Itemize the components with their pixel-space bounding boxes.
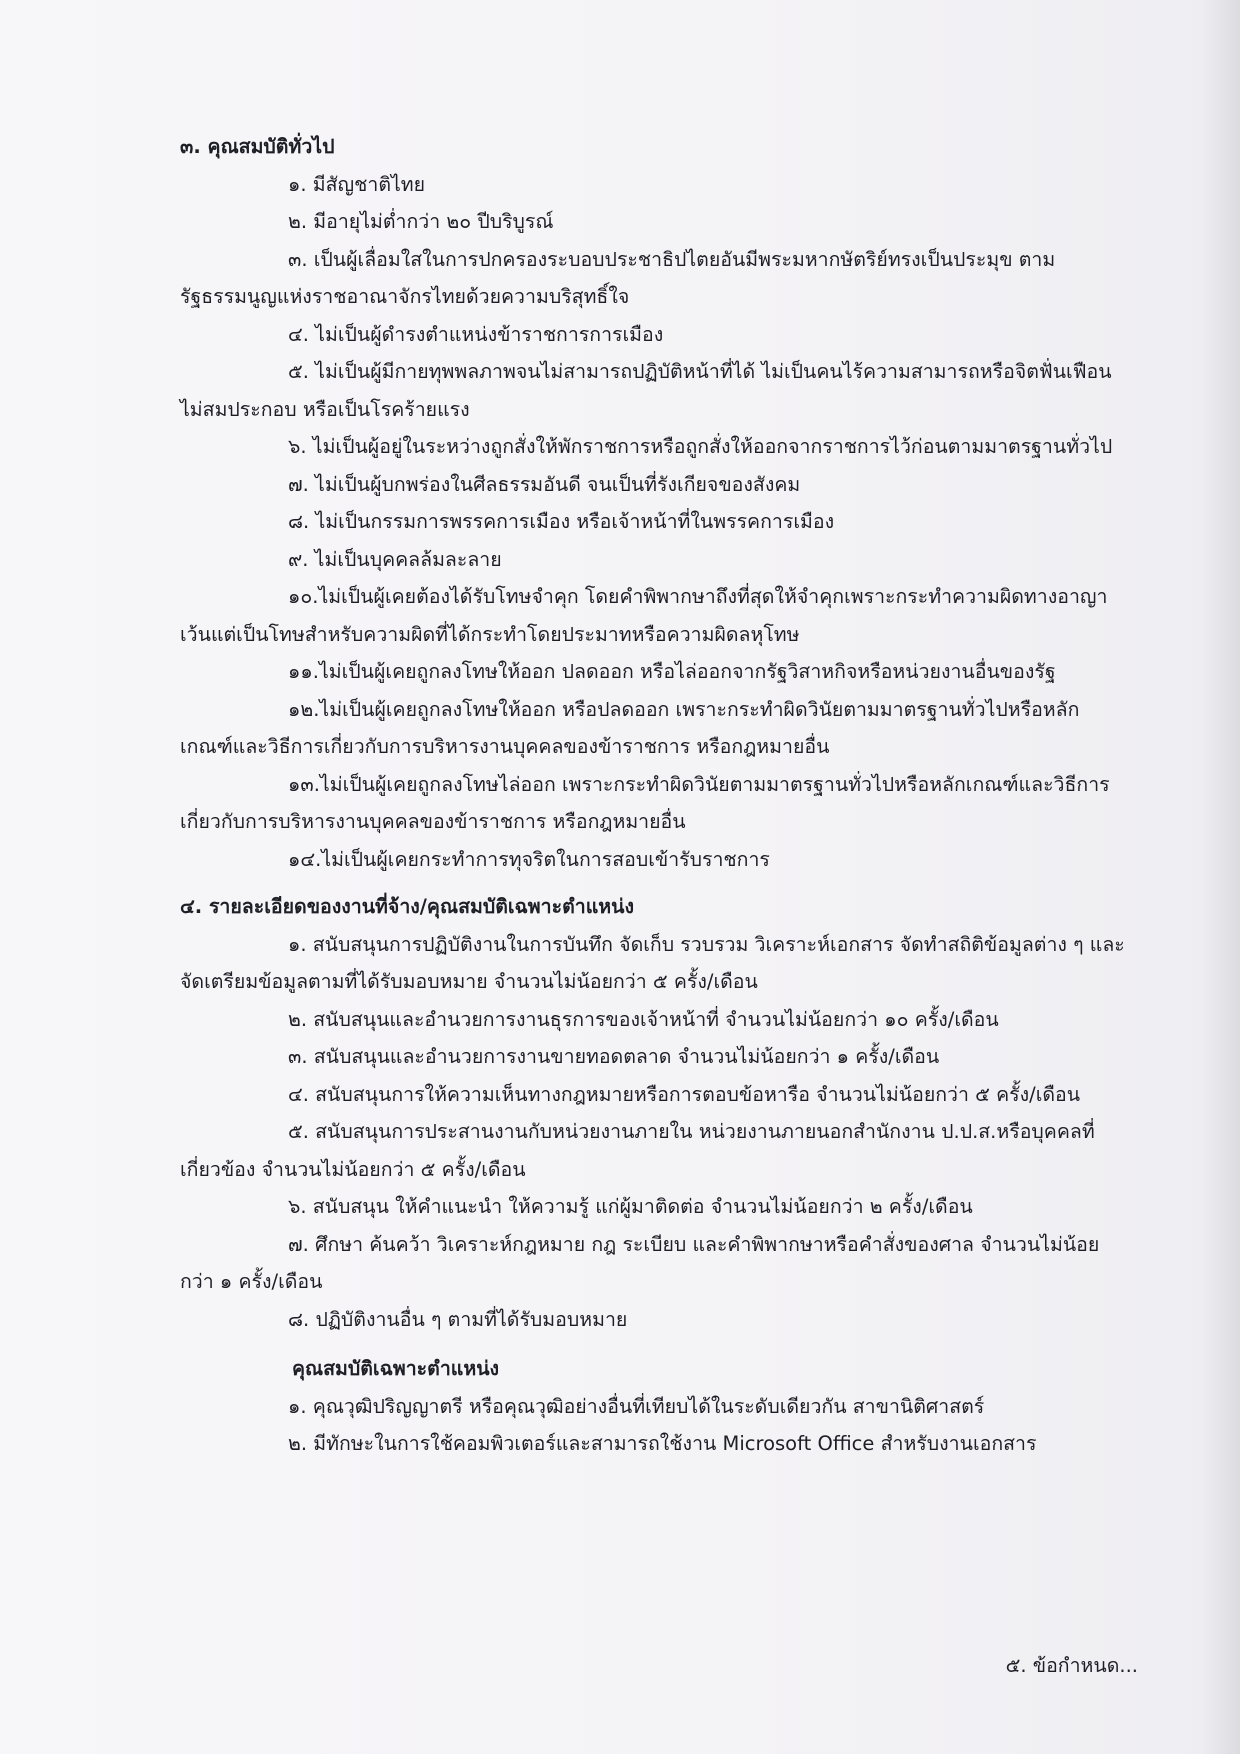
s3-item-14: ๑๔.ไม่เป็นผู้เคยกระทำการทุจริตในการสอบเข้ารับราชการ — [288, 847, 770, 871]
section-3-heading: ๓. คุณสมบัติทั่วไป — [180, 135, 335, 158]
s3-item-5: ๕. ไม่เป็นผู้มีกายทุพพลภาพจนไม่สามารถปฏิบัติหน้าที่ได้ ไม่เป็นคนไร้ความสามารถหรือจิตฟั่นเฟือน ไม่สมประกอบ หรือเป็นโรคร้ายแรง — [180, 360, 1112, 421]
scan-edge-shadow — [1200, 0, 1240, 1754]
section-4-heading: ๔. รายละเอียดของงานที่จ้าง/คุณสมบัติเฉพาะตำแหน่ง — [180, 895, 634, 918]
s3-item-7: ๗. ไม่เป็นผู้บกพร่องในศีลธรรมอันดี จนเป็นที่รังเกียจของสังคม — [288, 472, 801, 496]
s4-item-2: ๒. สนับสนุนและอำนวยการงานธุรการของเจ้าหน้าที่ จำนวนไม่น้อยกว่า ๑๐ ครั้ง/เดือน — [288, 1007, 999, 1031]
s4-item-1: ๑. สนับสนุนการปฏิบัติงานในการบันทึก จัดเก็บ รวบรวม วิเคราะห์เอกสาร จัดทำสถิติข้อมูลต่าง ๆ และจัดเตรียมข้อมูลตามที่ได้รับมอบหมาย จำนวนไม่น้อยกว่า ๕ ครั้ง/เดือน — [180, 932, 1125, 993]
s3-item-8: ๘. ไม่เป็นกรรมการพรรคการเมือง หรือเจ้าหน้าที่ในพรรคการเมือง — [288, 510, 835, 533]
s4-item-8: ๘. ปฏิบัติงานอื่น ๆ ตามที่ได้รับมอบหมาย — [288, 1307, 628, 1331]
document-body — [180, 128, 1132, 1463]
s3-item-13: ๑๓.ไม่เป็นผู้เคยถูกลงโทษไล่ออก เพราะกระทำผิดวินัยตามมาตรฐานทั่วไปหรือหลักเกณฑ์และวิธีการเกี่ยวกับการบริหารงานบุคคลของข้าราชการ หรือกฎหมายอื่น — [180, 772, 1110, 833]
s4-item-4: ๔. สนับสนุนการให้ความเห็นทางกฎหมายหรือการตอบข้อหารือ จำนวนไม่น้อยกว่า ๕ ครั้ง/เดือน — [288, 1082, 1081, 1106]
s3-item-1: ๑. มีสัญชาติไทย — [288, 172, 426, 196]
s4-item-3: ๓. สนับสนุนและอำนวยการงานขายทอดตลาด จำนวนไม่น้อยกว่า ๑ ครั้ง/เดือน — [288, 1045, 940, 1068]
s3-item-12: ๑๒.ไม่เป็นผู้เคยถูกลงโทษให้ออก หรือปลดออก เพราะกระทำผิดวินัยตามมาตรฐานทั่วไปหรือหลักเกณฑ์และวิธีการเกี่ยวกับการบริหารงานบุคคลของข้าราชการ หรือกฎหมายอื่น — [180, 697, 1080, 758]
s3-item-4: ๔. ไม่เป็นผู้ดำรงตำแหน่งข้าราชการการเมือง — [288, 322, 664, 346]
s3-item-11: ๑๑.ไม่เป็นผู้เคยถูกลงโทษให้ออก ปลดออก หรือไล่ออกจากรัฐวิสาหกิจหรือหน่วยงานอื่นของรัฐ — [288, 660, 1056, 683]
qualification-item-1: ๑. คุณวุฒิปริญญาตรี หรือคุณวุฒิอย่างอื่นที่เทียบได้ในระดับเดียวกัน สาขานิติศาสตร์ — [288, 1394, 985, 1418]
s4-item-5: ๕. สนับสนุนการประสานงานกับหน่วยงานภายใน หน่วยงานภายนอกสำนักงาน ป.ป.ส.หรือบุคคลที่เกี่ยวข้อง จำนวนไม่น้อยกว่า ๕ ครั้ง/เดือน — [180, 1120, 1095, 1181]
s4-item-6: ๖. สนับสนุน ให้คำแนะนำ ให้ความรู้ แก่ผู้มาติดต่อ จำนวนไม่น้อยกว่า ๒ ครั้ง/เดือน — [288, 1195, 973, 1218]
s4-item-7: ๗. ศึกษา ค้นคว้า วิเคราะห์กฎหมาย กฎ ระเบียบ และคำพิพากษาหรือคำสั่งของศาล จำนวนไม่น้อยกว่า ๑ ครั้ง/เดือน — [180, 1232, 1100, 1293]
s3-item-10: ๑๐.ไม่เป็นผู้เคยต้องได้รับโทษจำคุก โดยคำพิพากษาถึงที่สุดให้จำคุกเพราะกระทำความผิดทางอาญา เว้นแต่เป็นโทษสำหรับความผิดที่ได้กระทำโดยประมาทหรือความผิดลหุโทษ — [180, 585, 1108, 646]
s3-item-6: ๖. ไม่เป็นผู้อยู่ในระหว่างถูกสั่งให้พักราชการหรือถูกสั่งให้ออกจากราชการไว้ก่อนตามมาตรฐานทั่วไป — [288, 435, 1113, 458]
s3-item-3: ๓. เป็นผู้เลื่อมใสในการปกครองระบอบประชาธิปไตยอันมีพระมหากษัตริย์ทรงเป็นประมุข ตามรัฐธรรมนูญแห่งราชอาณาจักรไทยด้วยความบริสุทธิ์ใจ — [180, 247, 1056, 308]
qualification-item-2: ๒. มีทักษะในการใช้คอมพิวเตอร์และสามารถใช้งาน Microsoft Office สำหรับงานเอกสาร — [288, 1432, 1037, 1455]
s3-item-2: ๒. มีอายุไม่ต่ำกว่า ๒๐ ปีบริบูรณ์ — [288, 210, 554, 233]
s3-item-9: ๙. ไม่เป็นบุคคลล้มละลาย — [288, 547, 502, 571]
qualifications-heading: คุณสมบัติเฉพาะตำแหน่ง — [292, 1357, 500, 1380]
next-page-reference: ๕. ข้อกำหนด... — [1005, 1654, 1138, 1677]
